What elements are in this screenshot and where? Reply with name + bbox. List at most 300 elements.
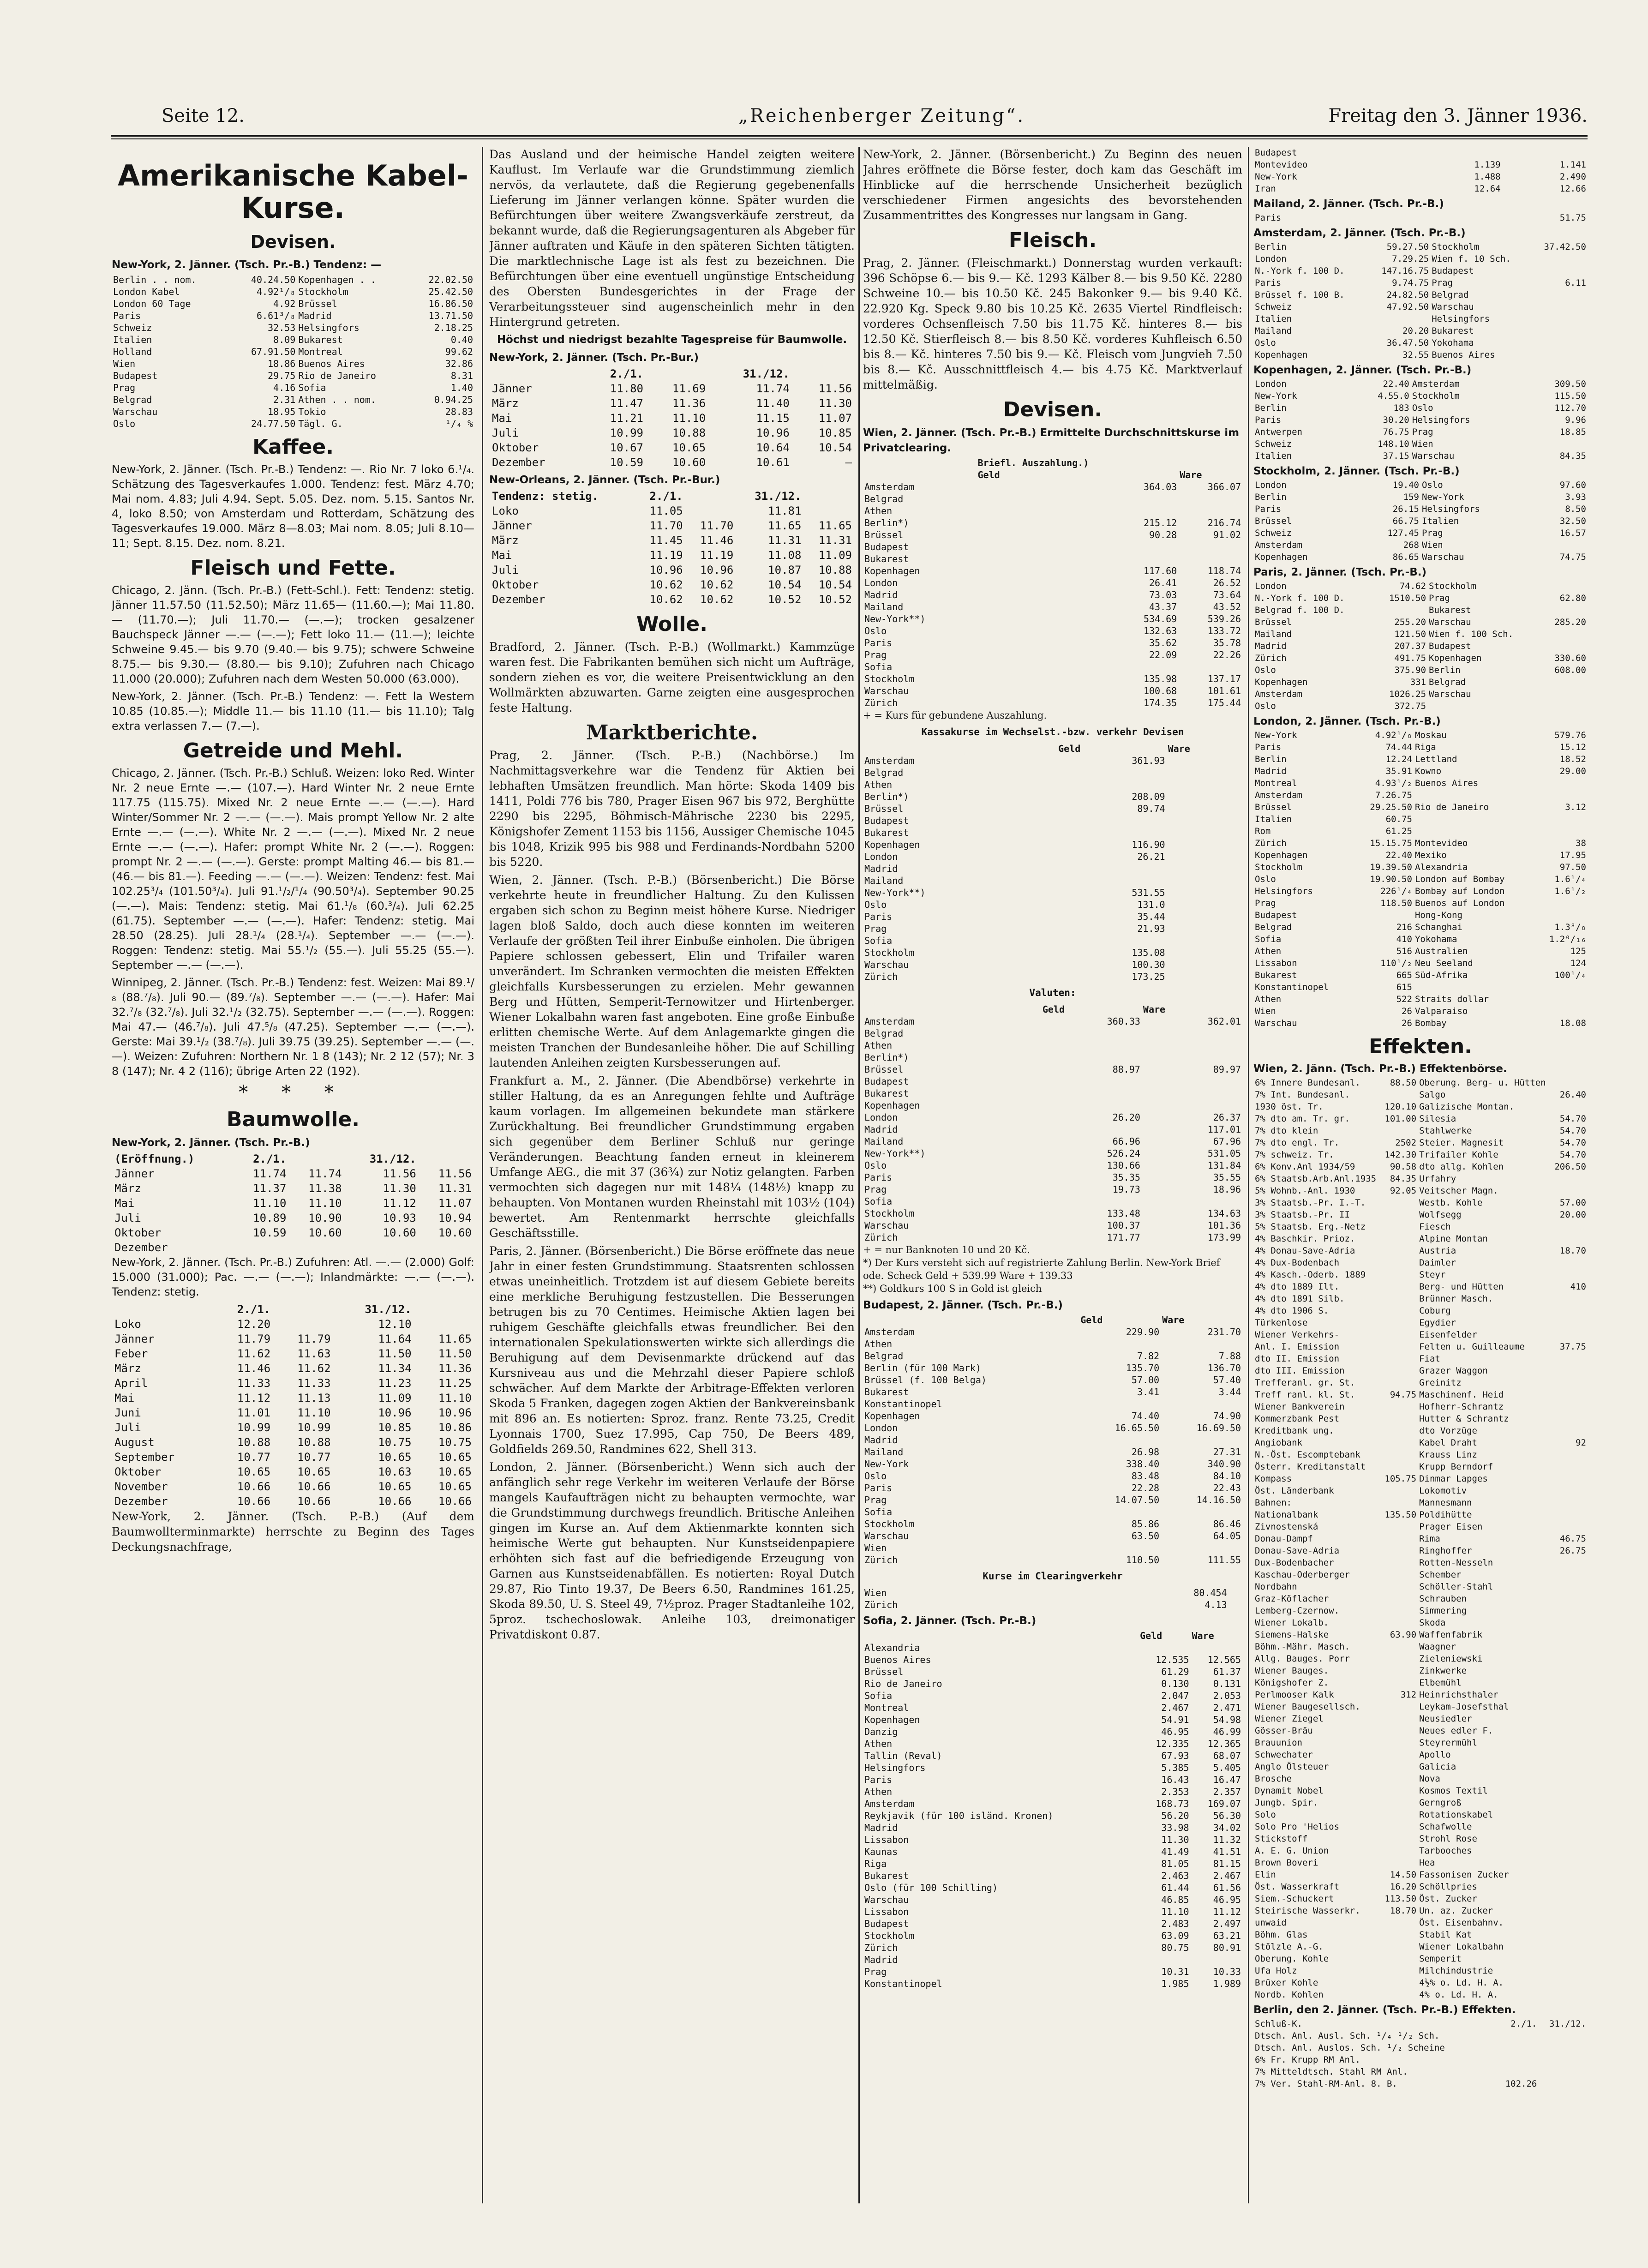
table-cell: 26.98 <box>1131 1446 1160 1458</box>
table-cell: 131.84 <box>1207 1160 1241 1171</box>
table-row <box>1253 652 1588 664</box>
table-cell: Salgo <box>1419 1090 1446 1100</box>
table-cell: 83.48 <box>1131 1470 1160 1482</box>
table-cell: unwaid <box>1255 1918 1287 1928</box>
table-row <box>1253 1425 1588 1437</box>
table-cell: 12.24 <box>1385 754 1412 764</box>
table-cell: Budapest <box>1255 910 1297 920</box>
table-header-row <box>489 489 855 504</box>
table-cell: Schafwolle <box>1419 1822 1472 1832</box>
table-cell: Stockholm <box>864 1518 915 1530</box>
table-cell: Brüssel <box>1255 617 1292 627</box>
table-cell: Milchindustrie <box>1419 1966 1493 1976</box>
table-cell: Helsingfors <box>1432 314 1490 324</box>
table-cell: 73.03 <box>1149 589 1177 600</box>
baumwolle-caption: New-York, 2. Jänner. (Tsch. Pr.-B.) <box>112 1137 310 1149</box>
table-cell: 135.98 <box>1143 673 1177 684</box>
table-cell <box>1552 1845 1588 1857</box>
table-cell: 7% dto engl. Tr. <box>1255 1138 1340 1148</box>
table-cell: 216.74 <box>1207 517 1241 528</box>
table-row <box>1253 700 1588 712</box>
table-cell: Kowno <box>1414 766 1442 776</box>
table-cell: Riga <box>1414 742 1436 752</box>
table-cell: 7% Int. Bundesanl. <box>1255 1090 1350 1100</box>
table-cell: Belgrad <box>113 394 152 405</box>
table-cell: 73.64 <box>1213 589 1241 600</box>
table-cell: 11.33 <box>297 1377 331 1390</box>
table-row <box>1253 1533 1588 1545</box>
table-row <box>1253 349 1588 361</box>
table-cell: Oslo <box>864 899 887 910</box>
table-cell: 10.96 <box>378 1406 412 1419</box>
table-cell <box>1382 1977 1418 1989</box>
table-row <box>863 1882 1242 1894</box>
wien-clearing-head-2 <box>863 469 1242 481</box>
table-cell <box>1382 1665 1418 1677</box>
table-cell: 66.96 <box>1112 1136 1140 1147</box>
table-cell: Ware <box>1168 743 1190 754</box>
table-row <box>863 1798 1242 1810</box>
table-cell: 19.73 <box>1112 1184 1140 1195</box>
table-row <box>1253 1977 1588 1989</box>
table-cell <box>1041 1195 1142 1207</box>
table-cell: Schwechater <box>1255 1750 1313 1760</box>
table-cell: 360.33 <box>1107 1016 1140 1027</box>
table-cell: 91.02 <box>1213 529 1241 540</box>
table-cell <box>1382 1461 1418 1473</box>
table-cell: 10.62 <box>649 593 683 606</box>
table-cell: London <box>1255 254 1287 264</box>
table-row <box>1253 628 1588 640</box>
table-cell <box>1552 1425 1588 1437</box>
table-cell: Amsterdam <box>864 481 915 492</box>
table-cell <box>1496 2042 1538 2054</box>
table-cell: Madrid <box>1255 766 1287 776</box>
table-cell: 11.10 <box>253 1197 287 1210</box>
table-cell: 3.44 <box>1218 1386 1241 1398</box>
table-cell: 11.62 <box>297 1362 331 1375</box>
table-cell: Krupp Berndorf <box>1419 1462 1493 1472</box>
table-cell: 3.93 <box>1565 492 1586 502</box>
table-cell: 3.41 <box>1137 1386 1160 1398</box>
table-cell <box>1229 1587 1242 1599</box>
table-row <box>1253 159 1588 171</box>
table-cell <box>273 1317 333 1332</box>
table-cell: Ware <box>1192 1630 1214 1641</box>
table-row <box>1253 1113 1588 1125</box>
paris-rows <box>1253 580 1588 712</box>
table-cell: 40.24.50 <box>251 274 296 285</box>
table-cell: 18.70 <box>1559 1246 1586 1256</box>
table-cell: 89.97 <box>1213 1064 1241 1075</box>
table-cell: 7% dto am. Tr. gr. <box>1255 1114 1350 1124</box>
table-cell <box>1413 212 1428 224</box>
table-row <box>863 553 1242 565</box>
table-row <box>1253 2054 1588 2066</box>
table-cell: 11.30 <box>818 397 852 410</box>
table-cell <box>1382 1293 1418 1305</box>
table-cell: 10.96 <box>438 1406 472 1419</box>
table-row <box>863 1642 1242 1654</box>
issue-date: Freitag den 3. Jänner 1936. <box>1328 105 1588 126</box>
table-row <box>112 1211 474 1225</box>
table-cell: 56.30 <box>1213 1810 1241 1821</box>
table-cell: 121.50 <box>1394 629 1426 639</box>
table-cell <box>1496 2066 1538 2078</box>
table-cell <box>1382 1761 1418 1773</box>
table-cell: 10.33 <box>1213 1966 1241 1977</box>
valuten-head <box>863 1003 1242 1015</box>
table-cell: 4.93¹/₂ <box>1375 778 1412 788</box>
table-cell: Amsterdam <box>864 1326 915 1338</box>
table-row <box>1253 1245 1588 1257</box>
table-cell: 10.86 <box>438 1421 472 1434</box>
table-cell <box>1167 959 1242 971</box>
table-cell <box>863 1314 1079 1326</box>
table-cell <box>1532 313 1588 325</box>
table-cell: Stockholm <box>1412 391 1460 401</box>
table-cell <box>1552 1473 1588 1485</box>
table-row <box>863 1171 1242 1183</box>
table-cell: 10.77 <box>297 1451 331 1464</box>
table-cell <box>1552 1737 1588 1749</box>
table-row <box>1253 265 1588 277</box>
table-cell: Alexandria <box>1414 862 1468 872</box>
table-cell: Kosmos Textil <box>1419 1786 1488 1796</box>
table-cell: Hofherr-Schrantz <box>1419 1402 1504 1412</box>
table-cell: Greinitz <box>1419 1378 1462 1388</box>
page-header <box>120 105 1588 131</box>
table-row <box>1253 515 1588 527</box>
valuten-table <box>863 1003 1242 1243</box>
table-cell: 10.65 <box>297 1465 331 1478</box>
table-cell: 54.70 <box>1559 1150 1586 1160</box>
table-cell: 10.54 <box>768 578 802 591</box>
table-cell: Berlin*) <box>864 791 909 802</box>
table-cell <box>1041 1099 1142 1111</box>
table-cell: 364.03 <box>1143 481 1177 492</box>
table-cell: 1930 öst. Tr. <box>1255 1102 1324 1112</box>
table-cell <box>1041 1087 1142 1099</box>
table-cell: 11.80 <box>610 382 643 395</box>
table-cell: 11.40 <box>756 397 790 410</box>
table-row <box>112 1346 474 1361</box>
table-row <box>1253 2018 1588 2030</box>
neworleans-cotton-caption: New-Orleans, 2. Jänner. (Tsch. Pr.-Bur.) <box>489 474 720 486</box>
table-cell: Helsingfors <box>298 322 360 333</box>
table-cell: 74.44 <box>1385 742 1412 752</box>
table-cell: 6.11 <box>1565 278 1586 288</box>
table-cell <box>273 1302 333 1317</box>
table-cell <box>1229 1599 1242 1611</box>
table-cell: 29.75 <box>268 370 296 381</box>
table-cell: 338.40 <box>1126 1458 1160 1470</box>
table-cell: Krauss Linz <box>1419 1450 1477 1460</box>
table-cell: Heinrichsthaler <box>1419 1690 1498 1700</box>
table-row <box>863 1666 1242 1678</box>
table-cell: 27.31 <box>1213 1446 1241 1458</box>
table-row <box>489 426 855 440</box>
table-cell <box>1057 875 1166 887</box>
table-cell: 137.17 <box>1207 673 1241 684</box>
kopenhagen-table <box>1253 378 1588 462</box>
table-cell <box>1552 1305 1588 1317</box>
table-cell <box>1535 789 1588 801</box>
table-cell: Zivnostenská <box>1255 1522 1318 1532</box>
table-cell: Stockholm <box>864 1930 915 1941</box>
table-cell: Budapest <box>1255 148 1297 158</box>
table-cell <box>1382 1833 1418 1845</box>
table-cell: Elbemühl <box>1419 1678 1462 1688</box>
table-cell <box>1416 147 1502 159</box>
table-row <box>1253 789 1588 801</box>
table-cell: Kopenhagen <box>864 565 920 576</box>
table-cell: 2.353 <box>1161 1786 1189 1797</box>
marktbericht-paris: Paris, 2. Jänner. (Börsenbericht.) Die Börse eröffnete das neue Jahr in einer festen Grundstimmung. Staatsrenten schlossen etwas uneinheitlich. Trotzdem ist auf diesem Gebiete bereits eine merkliche Beruhigung festzustellen. Die Besserungen betrugen bis zu 70 Centimes. Heimische Aktien lagen bei ruhigem Geschäfte gleichfalls etwas freundlicher. Bei den internationalen Spekulationswerten wirkte sich allerdings die Beruhigung auf dem Devisenmarkte drückend auf das Kursniveau aus und die Mehrzahl dieser Papiere schloß schwächer. Auf dem Markte der Arbitrage-Effekten verloren Skoda 5 Franken, dagegen zogen Aktien der Bankvereinsbank mit 896 an. Es notierten: Sproz. franz. Rente 73.25, Credit Lyonnais 1700, Suez 17.995, Cap 750, De Beers 489, Goldfields 269.50, Randmines 622, Shell 313. <box>489 1244 855 1456</box>
table-cell: 57.40 <box>1213 1374 1241 1386</box>
table-cell <box>1382 1125 1418 1137</box>
table-row <box>1253 1197 1588 1209</box>
table-row <box>1253 664 1588 676</box>
table-cell: 175.44 <box>1207 697 1241 708</box>
table-cell: 2.471 <box>1213 1702 1241 1713</box>
table-cell: 16.47 <box>1213 1774 1241 1785</box>
table-cell: 10.66 <box>237 1480 271 1493</box>
table-cell <box>1382 1617 1418 1629</box>
table-cell: 63.09 <box>1161 1930 1189 1941</box>
table-row <box>1253 1809 1588 1821</box>
table-cell: Trifailer Kohle <box>1419 1150 1498 1160</box>
table-cell: 579.76 <box>1554 730 1586 740</box>
table-cell: Holland <box>113 346 152 357</box>
table-cell: London <box>864 1422 898 1434</box>
table-cell: Dezember <box>492 593 545 606</box>
table-cell: Montevideo <box>1414 838 1468 848</box>
table-cell: 31./12. <box>365 1303 412 1316</box>
table-cell: Stahlwerke <box>1419 1126 1472 1136</box>
amsterdam-caption: Amsterdam, 2. Jänner. (Tsch. Pr.-B.) <box>1253 227 1466 239</box>
table-cell: 159 <box>1403 492 1419 502</box>
kassakurse-rows <box>863 755 1242 983</box>
table-row <box>1253 527 1588 539</box>
table-row <box>1253 897 1588 909</box>
table-cell: 11.47 <box>610 397 643 410</box>
table-cell: Brüssel (f. 100 Belga) <box>864 1374 987 1386</box>
table-cell: 1.2⁰/₁₆ <box>1549 934 1586 944</box>
table-cell: 375.90 <box>1394 665 1426 675</box>
table-row <box>863 1195 1242 1207</box>
table-cell <box>289 1240 344 1255</box>
table-cell: 81.05 <box>1161 1858 1189 1869</box>
table-cell <box>1552 1809 1588 1821</box>
table-cell <box>1142 1099 1242 1111</box>
table-cell <box>1167 815 1242 827</box>
table-cell: 1510.50 <box>1389 593 1426 603</box>
table-cell <box>1167 755 1242 767</box>
table-row <box>863 851 1242 863</box>
table-cell: 60.75 <box>1385 814 1412 824</box>
table-row <box>1253 1305 1588 1317</box>
table-cell: 174.35 <box>1143 697 1177 708</box>
table-row <box>1253 301 1588 313</box>
table-cell <box>1139 1642 1190 1654</box>
table-cell <box>1552 1629 1588 1641</box>
table-row <box>1253 325 1588 337</box>
table-cell: 2.053 <box>1213 1690 1241 1701</box>
table-cell <box>1538 2054 1588 2066</box>
table-cell: Nordbahn <box>1255 1582 1297 1592</box>
table-cell <box>1552 1917 1588 1929</box>
table-cell: 10.66 <box>438 1495 472 1508</box>
table-cell: Wiener Bauges. <box>1255 1666 1329 1676</box>
table-cell: Stockholm <box>864 1208 915 1219</box>
table-cell <box>1382 1305 1418 1317</box>
table-row <box>1253 1089 1588 1101</box>
table-cell: Stockholm <box>864 947 915 958</box>
table-row <box>112 322 474 334</box>
table-cell <box>1535 909 1588 921</box>
table-cell: Sofia <box>864 661 893 672</box>
table-cell: 7.88 <box>1218 1350 1241 1362</box>
wien-clearing-rows <box>863 481 1242 709</box>
table-cell: Siemens-Halske <box>1255 1630 1329 1640</box>
table-row <box>1253 1413 1588 1425</box>
table-cell: 84.10 <box>1213 1470 1241 1482</box>
table-cell: 18.95 <box>268 406 296 417</box>
table-cell: 10.59 <box>253 1226 287 1239</box>
table-cell: 62.80 <box>1559 593 1586 603</box>
table-cell: 8.09 <box>273 334 296 345</box>
table-cell <box>1057 863 1166 875</box>
table-cell <box>1538 2078 1588 2090</box>
table-cell: Gösser-Bräu <box>1255 1726 1313 1736</box>
table-row <box>863 673 1242 685</box>
table-cell: Amsterdam <box>1255 689 1302 699</box>
table-row <box>863 1774 1242 1786</box>
table-cell: 10.54 <box>818 578 852 591</box>
table-row <box>863 791 1242 803</box>
table-cell: 13.71.50 <box>428 310 473 321</box>
table-row <box>863 1027 1242 1039</box>
table-cell: Elin <box>1255 1870 1276 1880</box>
table-cell: 18.52 <box>1559 754 1586 764</box>
table-cell <box>1552 1773 1588 1785</box>
table-cell <box>419 1240 474 1255</box>
table-header-row <box>112 1302 474 1317</box>
table-cell: 12.535 <box>1156 1654 1189 1665</box>
table-cell: Waagner <box>1419 1642 1456 1652</box>
table-cell: 135.70 <box>1126 1362 1160 1374</box>
table-cell: 526.24 <box>1107 1148 1140 1159</box>
table-cell: Tendenz: stetig. <box>492 490 599 503</box>
baumwolle-table-2 <box>112 1302 474 1509</box>
table-row <box>863 1326 1242 1338</box>
table-cell: Prager Eisen <box>1419 1522 1483 1532</box>
table-cell: 8.50 <box>1565 504 1586 514</box>
table-row <box>863 1858 1242 1870</box>
table-cell: 67.96 <box>1213 1136 1241 1147</box>
table-cell: Zürich <box>1255 838 1287 848</box>
table-cell <box>1535 993 1588 1005</box>
table-cell: 90.28 <box>1149 529 1177 540</box>
table-cell: Bukarest <box>1429 605 1471 615</box>
table-cell: Oktober <box>492 441 539 454</box>
table-row <box>1253 378 1588 390</box>
table-cell: 117.01 <box>1207 1124 1241 1135</box>
table-cell: Wien f. 100 Sch. <box>1429 629 1514 639</box>
table-cell: 372.75 <box>1394 701 1426 711</box>
table-cell: Madrid <box>864 1434 898 1446</box>
table-cell <box>1552 1581 1588 1593</box>
table-cell: Berlin <box>1255 242 1287 252</box>
table-cell <box>1142 1195 1242 1207</box>
table-cell: 22.40 <box>1385 850 1412 860</box>
table-cell: Galicia <box>1419 1762 1456 1772</box>
table-cell <box>1142 1075 1242 1087</box>
sofia-table <box>863 1630 1242 1990</box>
table-cell: 11.46 <box>237 1362 271 1375</box>
table-cell: 24.77.50 <box>251 418 296 429</box>
table-cell: 35.55 <box>1213 1172 1241 1183</box>
table-row <box>1253 873 1588 885</box>
fleisch-fette-text-2: New-York, 2. Jänner. (Tsch. Pr.-B.) Tendenz: —. Fett la Western 10.85 (10.85.—); Middle 11.— bis 11.10 (11.— bis 11.10); Talg extra verlassen 7.— (7.—). <box>112 690 474 732</box>
table-cell: London <box>1255 379 1287 389</box>
table-cell: 10.88 <box>672 426 706 439</box>
table-cell <box>1496 2054 1538 2066</box>
table-cell: 2./1. <box>237 1303 271 1316</box>
table-cell: Berlin <box>1255 754 1287 764</box>
table-cell <box>792 366 855 381</box>
table-cell: 35.78 <box>1213 637 1241 648</box>
table-row <box>1253 1341 1588 1353</box>
table-cell: Brosche <box>1255 1774 1292 1784</box>
table-row <box>863 601 1242 613</box>
table-row <box>112 370 474 382</box>
table-row <box>863 1063 1242 1075</box>
table-cell <box>112 1302 213 1317</box>
table-cell: 14.16.50 <box>1196 1494 1241 1506</box>
table-cell: 4% dto 1889 Ilt. <box>1255 1282 1340 1292</box>
table-cell: 2.047 <box>1161 1690 1189 1701</box>
table-cell: Dtsch. Anl. Auslos. Sch. ¹/₂ Scheine <box>1255 2043 1445 2053</box>
table-cell: 10.65 <box>378 1480 412 1493</box>
table-cell: 102.26 <box>1505 2079 1537 2089</box>
table-cell: Stölzle A.-G. <box>1255 1942 1324 1952</box>
table-cell <box>1532 349 1588 361</box>
table-cell: Brüssel <box>1255 516 1292 526</box>
table-cell <box>1382 1677 1418 1689</box>
table-cell: Helsingfors <box>1255 886 1313 896</box>
table-cell: Schöllpries <box>1419 1882 1477 1892</box>
table-cell: Buenos auf London <box>1414 898 1505 908</box>
london-rows <box>1253 729 1588 1029</box>
sofia-head <box>863 1630 1242 1642</box>
table-cell <box>977 505 1179 517</box>
table-cell <box>1382 1089 1418 1101</box>
table-cell: 7% dto klein <box>1255 1126 1318 1136</box>
table-cell <box>1552 1761 1588 1773</box>
table-cell: 4% Donau-Save-Adria <box>1255 1246 1355 1256</box>
table-cell <box>1552 1365 1588 1377</box>
table-row <box>1253 640 1588 652</box>
table-cell: Kopenhagen <box>864 1410 920 1422</box>
table-row <box>863 1087 1242 1099</box>
table-row <box>863 1386 1242 1398</box>
table-cell: Brünner Masch. <box>1419 1294 1493 1304</box>
table-cell <box>1552 1929 1588 1941</box>
table-cell <box>1161 1542 1242 1554</box>
table-cell: Prag <box>1432 278 1453 288</box>
